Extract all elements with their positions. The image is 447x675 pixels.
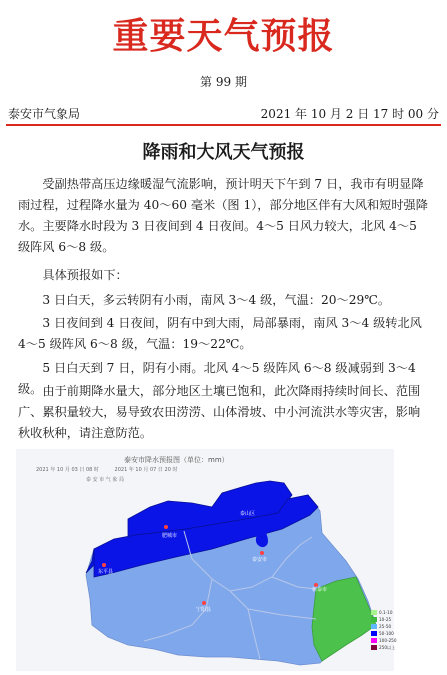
paragraph-warning: 由于前期降水量大，部分地区土壤已饱和，此次降雨持续时间长、范围广、累积量较大，易导致农田涝涝、山体滑坡、中小河流洪水等灾害，影响秋收秋种，请注意防范。 bbox=[18, 384, 421, 440]
legend-item bbox=[371, 637, 397, 644]
label-center: 泰安市 bbox=[252, 557, 268, 563]
legend-swatch bbox=[371, 610, 377, 615]
legend-item bbox=[371, 616, 397, 623]
legend-label: 0.1-10 bbox=[379, 610, 393, 615]
legend-label: 25-50 bbox=[379, 624, 392, 629]
label-northwest: 肥城市 bbox=[162, 533, 178, 539]
document-title: 降雨和大风天气预报 bbox=[142, 142, 305, 163]
issuer-row bbox=[8, 105, 439, 121]
issue-number: 第 99 期 bbox=[200, 75, 247, 89]
legend-item bbox=[371, 644, 397, 651]
issue-datetime: 2021 年 10 月 2 日 17 时 00 分 bbox=[260, 107, 439, 121]
map-period bbox=[36, 466, 191, 473]
label-south: 宁阳县 bbox=[196, 607, 212, 613]
map-graphic bbox=[16, 449, 394, 671]
label-west: 东平县 bbox=[98, 569, 114, 575]
legend-swatch bbox=[371, 645, 377, 650]
issuer-name: 泰安市气象局 bbox=[8, 107, 81, 121]
paragraph-intro: 受副热带高压边缘暖湿气流影响，预计明天下午到 7 日，我市有明显降雨过程，过程降水量为 40～60 毫米（图 1），部分地区伴有大风和短时强降水。主要降水时段为 3 日夜间到 4 日夜间。4～5 日风力较大，北风 4～5 级阵风 6～8 级。 bbox=[18, 177, 428, 254]
red-divider bbox=[6, 124, 441, 126]
city-marker-center bbox=[260, 551, 264, 555]
paragraph-forecast-heading: 具体预报如下： bbox=[42, 268, 128, 282]
legend-label: 50-100 bbox=[379, 631, 394, 636]
legend-label: 100-250 bbox=[379, 638, 397, 643]
legend-swatch bbox=[371, 638, 377, 643]
legend-item bbox=[371, 630, 397, 637]
paragraph-day3: 3 日白天，多云转阴有小雨，南风 3～4 级，气温：20～29℃。 bbox=[42, 293, 391, 307]
paragraph-night3-day4: 3 日夜间到 4 日夜间，阴有中到大雨，局部暴雨，南风 3～4 级转北风 4～5 级阵风 6～8 级，气温：19～22℃。 bbox=[18, 316, 422, 351]
city-marker-south bbox=[202, 601, 206, 605]
legend-swatch bbox=[371, 631, 377, 636]
map-end-time: 2021 年 10 月 07 日 20 时 bbox=[114, 467, 178, 473]
masthead-title: 重要天气预报 bbox=[112, 15, 335, 57]
legend-swatch bbox=[371, 624, 377, 629]
legend-item bbox=[371, 609, 397, 616]
map-title: 泰安市降水预报图（单位：mm） bbox=[124, 456, 229, 464]
legend-label: 250以上 bbox=[379, 644, 396, 650]
map-issuer: 泰 安 市 气 象 局 bbox=[86, 477, 124, 483]
map-start-time: 2021 年 10 月 03 日 08 时 bbox=[36, 467, 99, 473]
legend-label: 10-25 bbox=[379, 617, 392, 622]
city-marker-west bbox=[102, 563, 106, 567]
label-north: 泰山区 bbox=[240, 511, 256, 517]
label-southeast: 新泰市 bbox=[312, 587, 328, 593]
city-marker-northwest bbox=[164, 525, 168, 529]
map-legend bbox=[371, 609, 397, 651]
precipitation-map bbox=[16, 449, 397, 671]
legend-swatch bbox=[371, 617, 377, 622]
legend-item bbox=[371, 623, 397, 630]
paragraph-day5-7: 5 日白天到 7 日，阴有小雨。北风 4～5 级阵风 6～8 级减弱到 3～4 级。 bbox=[18, 361, 416, 396]
